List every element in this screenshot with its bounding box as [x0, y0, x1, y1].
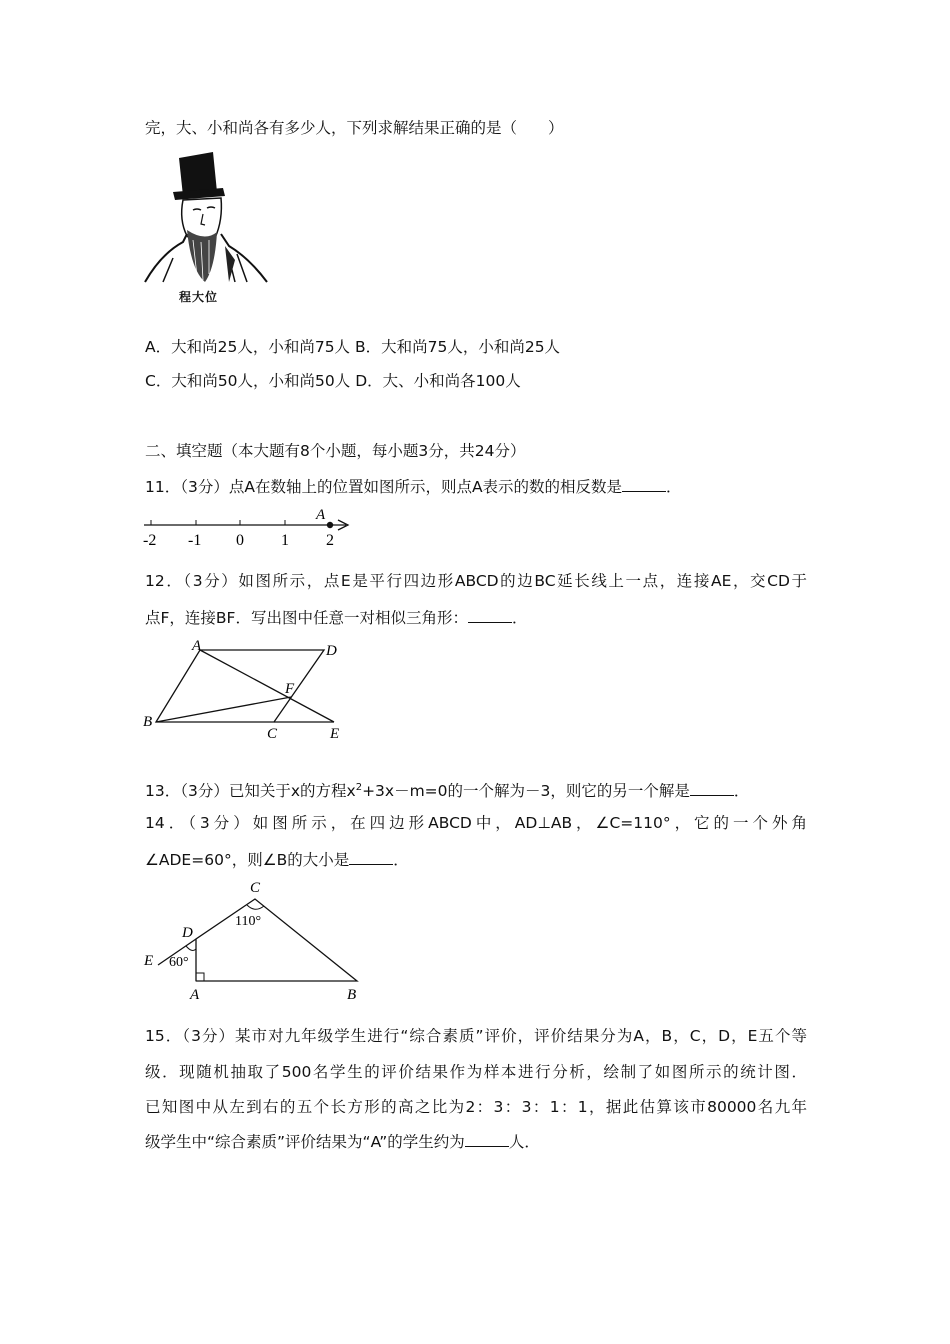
- section-2-title: 二、填空题（本大题有8个小题，每小题3分，共24分）: [145, 442, 526, 460]
- tick-label-1: 1: [281, 532, 289, 549]
- q13-exponent: 2: [355, 782, 363, 793]
- q13-question: [145, 776, 749, 803]
- angle-d-arc: [186, 946, 196, 950]
- q15-text-end: 人．: [508, 1133, 540, 1151]
- q13-answer-blank[interactable]: [690, 781, 734, 796]
- label-d: D: [182, 925, 193, 941]
- label-a: A: [192, 638, 202, 654]
- q11-question: [145, 475, 682, 499]
- label-d: D: [326, 643, 337, 659]
- q11-answer-blank[interactable]: [622, 477, 666, 492]
- q15-line-4: [145, 1130, 540, 1154]
- segment-ae: [200, 650, 334, 722]
- point-a: [327, 522, 333, 528]
- q12-line-1: 12．（3分）如图所示，点E是平行四边形ABCD的边BC延长线上一点，连接AE，交CD于: [145, 572, 807, 590]
- label-b: B: [347, 987, 357, 1002]
- q14-text-end: ．: [393, 851, 409, 869]
- q15-line-2: 级．现随机抽取了500名学生的评价结果作为样本进行分析，绘制了如图所示的统计图．: [145, 1063, 807, 1081]
- label-c: C: [267, 726, 278, 742]
- parallelogram-figure: [140, 638, 350, 743]
- angle-d-value: 60°: [169, 955, 189, 970]
- tick-label-2: 2: [326, 532, 334, 549]
- angle-c-value: 110°: [235, 914, 262, 929]
- quadrilateral-abcd: [196, 899, 357, 981]
- label-f: F: [285, 681, 295, 697]
- q15-line-3: 已知图中从左到右的五个长方形的高之比为2：3：3：1：1，据此估算该市80000名九年: [145, 1098, 807, 1116]
- q10-tail-text: 完，大、小和尚各有多少人，下列求解结果正确的是（ ）: [145, 119, 564, 137]
- q14-text: ∠ADE=60°，则∠B的大小是: [145, 851, 350, 869]
- q12-text-end: ．: [511, 609, 528, 627]
- q13-text-3: ．: [733, 782, 750, 801]
- q15-text: 级学生中“综合素质”评价结果为“A”的学生约为: [145, 1133, 465, 1151]
- q10-options-line-1: A．大和尚25人，小和尚75人 B．大和尚75人，小和尚25人: [145, 338, 561, 356]
- label-e: E: [330, 726, 340, 742]
- q11-text: 11．（3分）点A在数轴上的位置如图所示，则点A表示的数的相反数是: [145, 478, 623, 496]
- q12-answer-blank[interactable]: [468, 608, 512, 623]
- label-b: B: [143, 714, 153, 730]
- tick-label-minus-2: -2: [143, 532, 157, 549]
- q15-answer-blank[interactable]: [465, 1132, 509, 1147]
- parallelogram-abcd: [156, 650, 324, 722]
- angle-c-arc: [247, 905, 264, 909]
- q15-line-1: 15．（3分）某市对九年级学生进行“综合素质”评价，评价结果分为A，B，C，D，E五个等: [145, 1027, 807, 1045]
- q12-text: 点F，连接BF．写出图中任意一对相似三角形：: [145, 609, 468, 627]
- tick-label-minus-1: -1: [188, 532, 202, 549]
- point-a-label: A: [316, 507, 326, 523]
- quadrilateral-figure: [140, 877, 370, 1002]
- number-line: [140, 505, 360, 550]
- portrait-caption: 程大位: [179, 290, 219, 304]
- q14-answer-blank[interactable]: [349, 850, 393, 865]
- portrait-illustration: [143, 150, 269, 310]
- quadrilateral-diagram: [140, 877, 370, 1002]
- portrait-figure: [143, 150, 269, 310]
- q10-options-line-2: C．大和尚50人，小和尚50人 D．大、小和尚各100人: [145, 372, 521, 390]
- q14-line-2: [145, 848, 409, 872]
- segment-bf: [156, 697, 291, 722]
- q13-text-2: +3x－m=0的一个解为－3，则它的另一个解是: [362, 782, 690, 801]
- q14-line-1: 14．（3分）如图所示，在四边形ABCD中，AD⊥AB，∠C=110°，它的一个外角: [145, 814, 807, 832]
- label-a: A: [190, 987, 200, 1002]
- right-angle-mark: [196, 973, 204, 981]
- number-line-figure: [140, 505, 360, 550]
- label-e: E: [144, 953, 154, 969]
- q13-text-1: 13．（3分）已知关于x的方程x: [145, 782, 356, 801]
- q11-text-end: ．: [666, 478, 682, 496]
- parallelogram-diagram: [140, 638, 350, 743]
- q12-line-2: [145, 606, 527, 630]
- label-c: C: [250, 880, 261, 896]
- tick-label-0: 0: [236, 532, 244, 549]
